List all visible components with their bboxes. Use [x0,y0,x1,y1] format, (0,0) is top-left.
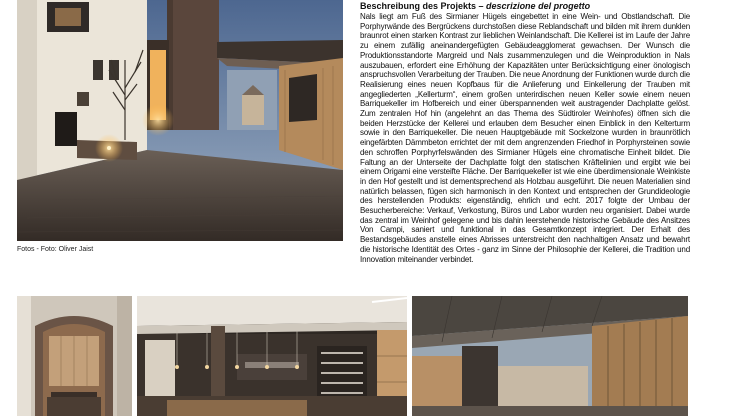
heading-german: Beschreibung des Projekts – [360,1,487,11]
photo-credit: Fotos - Foto: Oliver Jaist [17,246,94,253]
bottom-photo-tasting-room [137,296,407,416]
heading-italian: descrizione del progetto [486,1,591,11]
section-heading [360,1,700,12]
bottom-photo-roof-courtyard [412,296,688,416]
bottom-photo-arched-doorway [17,296,132,416]
main-photo-courtyard [17,0,343,241]
project-description: Nals liegt am Fuß des Sirmianer Hügels eingebettet in eine Wein- und Obstlandschaft. Die Porphyrwände des Bergrückens durchstoßen diese Reblandschaft und bilden mit ihrem dunklen braunrot einen starken Kontrast zur lieblichen Weinlandschaft. Die Kellerei ist im Laufe der Jahre zu einem zufällig aneinandergefügten Gebäudeagglomerat gewachsen. Der Wunsch die Produktionsstandorte Margreid und Nals zusammenzulegen und die Weinproduktion in Nals auszubauen, erfordert eine Erhöhung der Kapazitäten unter Berücksichtigung einer önologisch anspruchsvollen Verarbeitung der Trauben. Die neue Anordnung der Funktionen wurde durch die Realisierung eines neuen Kopfbaus für die Anlieferung und Einkellerung der Trauben mit angegliederten „Kellerturm“, einem großen unterirdischen neuen Keller sowie einem neuen Barriquekeller im Hofbereich und einer überspannenden weit austragender Dachplatte gelöst. Zum zentralen Hof hin (angelehnt an das Thema des Südtiroler Weinhofes) öffnen sich die beiden Herzstücke der Kellerei und erlauben dem Besucher einen Einblick in den Kelterturm sowie in den Barriquekeller. Die neuen Hauptgebäude mit Sockelzone wurden in braunrötlich eingefärbten Dämmbeton errichtet der mit dem angrenzenden Friedhof in Porphyrsteinen sowie den schroffen Porphyrfelswänden des Sirmianer Hügels eine chromatische Einheit bildet. Die Faltung an der Unterseite der Dachplatte folgt den statischen Kräftelinien und ergibt wie bei einem Origami eine versteifte Fläche. Der Barriquekeller ist wie eine überdimensionale Weinkiste in den Hof gestellt und ist dementsprechend als Holzbau ausgeführt. Die neuen Materialien sind natürlich belassen, fügen sich harmonisch in den Kontext und entsprechen der Grundideologie des herstellenden Produkts: eigenständig, ehrlich und echt. 2017 folgte der Umbau der Besucherbereiche: Verkauf, Verkostung, Büros und Labor wurden neu organisiert. Dabei wurde das zentral im Weinhof gelegene und bis dahin leerstehende historische Gebäude des Ansitzes Von Campi, saniert und funktional in das Gesamtkonzept integriert. Der Erhalt des Bestandsgebäudes anstelle eines Abrisses unterstreicht den nachhaltigen Ansatz und bewahrt die historische Identität des Ortes - ganz im Sinne der Philosophie der Kellerei, die Tradition und Innovation miteinander verbindet. [360,12,690,264]
